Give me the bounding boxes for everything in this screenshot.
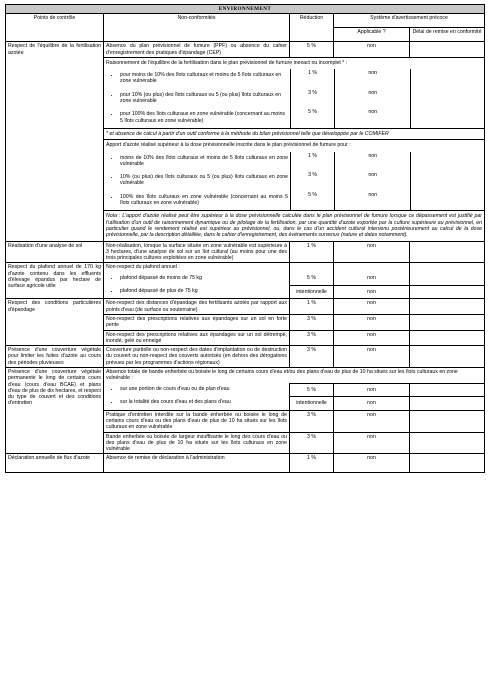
reduction-value: 1 % (291, 69, 335, 89)
applicable-value: non (334, 396, 410, 410)
reduction-value: 1 % (290, 454, 334, 473)
reduction-value: 1 % (290, 299, 334, 315)
environment-table (5, 4, 485, 473)
reduction-value: 5 % (291, 108, 335, 128)
applicable-value: non (334, 241, 410, 263)
reduction-value: 3 % (290, 314, 334, 330)
table-title: ENVIRONNEMENT (6, 5, 485, 14)
delai-cell (410, 42, 485, 58)
nc-text: Non-respect des prescriptions relatives aux épandages sur un sol en forte pente (104, 314, 290, 330)
header-systeme: Système d'avertissement précoce (334, 14, 485, 28)
nc-bullet: • plafond dépassé de plus de 75 kg (120, 288, 287, 294)
nc-bullet: • 100% des îlots culturaux en zone vulnérable (concernant au moins 5 îlots culturaux en zone vulnérable) (120, 194, 288, 207)
nc-note: * et absence de calcul à partir d'un outil conforme à la méthode du bilan prévisionnel telle que développée par le COMIFER (104, 128, 484, 139)
nc-bullet: • moins de 10% des îlots culturaux et moins de 5 îlots culturaux en zone vulnérable (120, 155, 288, 168)
nc-intro: Apport d'azote réalisé supérieur à la dose prévisionnelle inscrite dans le plan prévisionnel de fumure pour : (106, 142, 351, 149)
delai-cell (410, 346, 485, 368)
applicable-value: non (334, 346, 410, 368)
applicable-value: non (334, 272, 410, 285)
delai-cell (410, 410, 485, 432)
applicable-value: non (335, 191, 411, 211)
applicable-value: non (334, 285, 410, 299)
applicable-value: non (335, 69, 411, 89)
applicable-value: non (334, 314, 410, 330)
header-reduction: Réduction (290, 14, 334, 42)
point-couverture-permanente: Présence d'une couverture végétale permanente le long de certains cours d'eau (cours d'eau BCAE) et plans d'eau de plus de dix hectares, et respect du type de couvert et des conditions d'entretien (6, 367, 104, 453)
applicable-value: non (334, 299, 410, 315)
nc-bullet: • sur une portion de cours d'eau ou de plan d'eau (120, 386, 287, 392)
reduction-value: 5 % (290, 272, 334, 285)
delai-cell (410, 454, 485, 473)
applicable-value: non (335, 89, 411, 109)
nc-bullet: • pour 10% (ou plus) des îlots culturaux ou 5 (ou plus) îlots culturaux en zone vulnérable (120, 92, 288, 105)
point-analyse-sol: Réalisation d'une analyse de sol (6, 241, 104, 263)
header-nonconformites: Non-conformités (104, 14, 290, 42)
nc-group-apport (104, 140, 485, 241)
nc-bullet: • plafond dépassé de moins de 75 kg (120, 275, 287, 281)
point-declaration-flux: Déclaration annuelle de flux d'azote (6, 454, 104, 473)
reduction-value: 3 % (291, 89, 335, 109)
delai-cell (410, 330, 485, 346)
reduction-value: 5 % (290, 42, 334, 58)
point-couverture-vegetale: Présence d'une couverture végétale pour limiter les fuites d'azote au cours des périodes pluvieuses (6, 346, 104, 368)
nc-bullet: • pour 100% des îlots culturaux en zone vulnérable (concernant au moins 5 îlots culturaux en zone vulnérable) (120, 111, 288, 124)
nc-intro: Non-respect du plafond annuel : (104, 263, 290, 272)
nc-bullet: • 10% (ou plus) des îlots culturaux ou 5 (ou plus) îlots culturaux en zone vulnérable (120, 174, 288, 187)
reduction-value: 5 % (290, 383, 334, 396)
delai-cell (410, 432, 485, 454)
applicable-value: non (335, 108, 411, 128)
applicable-value: non (335, 171, 411, 191)
applicable-value: non (334, 42, 410, 58)
reduction-value: 3 % (290, 410, 334, 432)
reduction-value: 5 % (290, 191, 334, 211)
point-plafond-azote: Respect du plafond annuel de 170 kg d'azote contenu dans les effluents d'élevage épandus par hectare de surface agricole utile (6, 263, 104, 299)
reduction-value: intentionnelle (290, 285, 334, 299)
nc-group-raisonnement (104, 57, 485, 139)
nc-intro: Raisonnement de l'équilibre de la fertilisation dans le plan prévisionnel de fumure inexact ou incomplet * : (106, 59, 348, 66)
reduction-value: 3 % (290, 432, 334, 454)
header-delai: Délai de remise en conformité (410, 28, 485, 42)
applicable-value: non (335, 152, 411, 172)
nc-text: Absence de remise de déclaration à l'administration (104, 454, 290, 473)
nc-text: Couverture partielle ou non-respect des dates d'implantation ou de destruction du couvert ou non-respect des couverts autorisés (en dehors des dérogations prévues par les programmes d'actions régionaux) (104, 346, 290, 368)
reduction-value: 1 % (290, 241, 334, 263)
applicable-value: non (334, 383, 410, 396)
nc-text: Pratique d'entretien interdite sur la bande enherbée ou boisée le long de certains cours d'eau ou des plans d'eau de plus de 10 ha situés sur les îlots culturaux en zone vulnérable (104, 410, 290, 432)
applicable-value: non (334, 410, 410, 432)
nc-text: Non-respect des distances d'épandage des fertilisants azotés par rapport aux points d'eau (de surface ou souterraine) (104, 299, 290, 315)
reduction-value: 3 % (290, 330, 334, 346)
point-equilibre-fertilisation: Respect de l'équilibre de la fertilisation azotée (6, 42, 104, 241)
applicable-value: non (334, 432, 410, 454)
delai-cell (410, 299, 485, 315)
point-conditions-epandage: Respect des conditions particulières d'épandage (6, 299, 104, 346)
nc-text: Non-réalisation, lorsque la surface située en zone vulnérable est supérieure à 3 hectares, d'une analyse de sol sur un îlot cultural (au moins pour une des trois principales cultures exploitées en zone vulnérable) (104, 241, 290, 263)
nc-bullet: • pour moins de 10% des îlots culturaux et moins de 5 îlots culturaux en zone vulnérable (120, 72, 288, 85)
reduction-value: 3 % (290, 171, 334, 191)
nc-text: Absence du plan prévisionnel de fumure (PPF) ou absence du cahier d'enregistrement des pratiques d'épandage (CEP) (104, 42, 290, 58)
reduction-value: 3 % (290, 346, 334, 368)
nc-bullet: • sur la totalité des cours d'eau et des plans d'eau (120, 399, 287, 405)
header-points: Points de contrôle (6, 14, 104, 42)
applicable-value: non (334, 454, 410, 473)
delai-cell (410, 241, 485, 263)
header-applicable: Applicable ? (334, 28, 410, 42)
reduction-value: intentionnelle (290, 396, 334, 410)
nc-text: Bande enherbée ou boisée de largeur insuffisante le long des cours d'eau ou des plans d'eau de plus de 10 ha situés sur les îlots culturaux en zone vulnérable (104, 432, 290, 454)
applicable-value: non (334, 330, 410, 346)
nc-note: Nota : L'apport d'azote réalisé peut être supérieur à la dose prévisionnelle calculée dans le plan prévisionnel de fumure lorsque ce dépassement est justifié par l'utilisation d'un outil de raisonnement dynamique ou de pilotage de la fertilisation, par une quantité d'azote exportée par la culture supérieure au prévisionnel, en particulier quand le rendement réalisé est supérieur au prévisionnel, ou, dans le cas d'un accident cultural intervenu postérieurement au calcul de la dose prévisionnelle, par la description détaillée, dans le cahier d'enregistrement, des événements survenus (nature et dates notamment). (104, 211, 484, 241)
nc-text: Non-respect des prescriptions relatives aux épandages sur un sol détrempé, inondé, gelé ou enneigé (104, 330, 290, 346)
reduction-value: 1 % (290, 152, 334, 172)
delai-cell (410, 314, 485, 330)
nc-intro: Absence totale de bande enherbée ou boisée le long de certains cours d'eau et/ou des plans d'eau de plus de 10 ha situés sur les îlots culturaux en zone vulnérable : (104, 367, 485, 383)
